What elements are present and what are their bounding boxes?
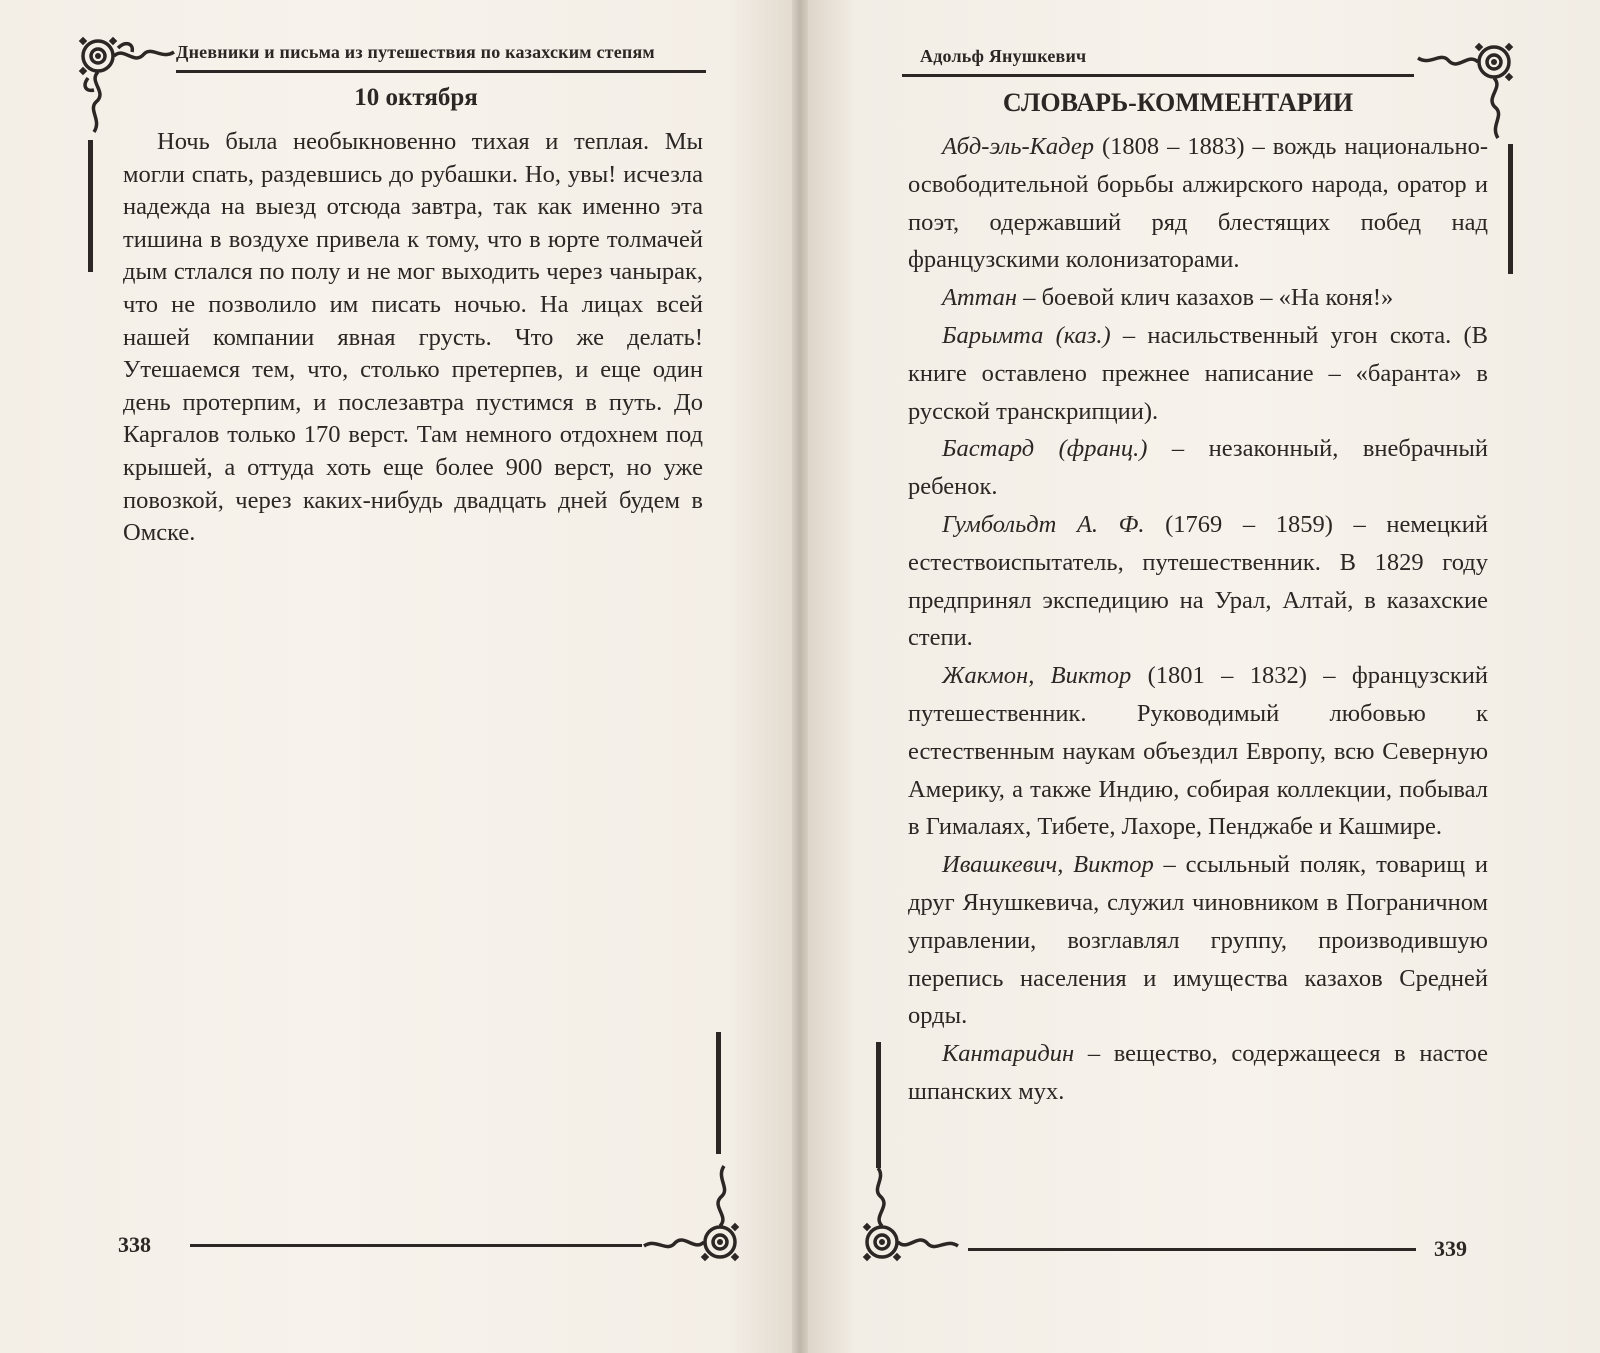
glossary-entry (908, 317, 1488, 430)
glossary-entry (908, 430, 1488, 506)
glossary-term: Кантаридин (942, 1040, 1075, 1068)
glossary-definition: (1769 – 1859) – немецкий естествоиспытатель, путешественник. В 1829 году предпринял экспедицию на Урал, Алтай, в казахские степи. (908, 510, 1488, 652)
running-head: Адольф Янушкевич (920, 46, 1087, 66)
section-heading: СЛОВАРЬ-КОММЕНТАРИИ (1002, 88, 1354, 117)
diary-paragraph: Ночь была необыкновенно тихая и теплая. Мы могли спать, раздевшись до рубашки. Но, увы! исчезла надежда на выезд отсюда завтра, так как именно эта тишина в воздухе привела к тому, что в юрте толмачей дым стлался по полу и не мог выходить через чанырак, что не позволило им писать ночью. На лицах всей нашей компании явная грусть. Что же делать! Утешаемся тем, что, столько претерпев, и еще один день протерпим, и послезавтра пустимся в путь. До Каргалов только 170 верст. Там немного отдохнем под крышей, а оттуда хоть еще более 900 верст, но уже повозкой, через каких-нибудь двадцать дней будем в Омске. (123, 128, 703, 547)
glossary-entry (908, 1035, 1488, 1111)
glossary-definition: – боевой клич казахов – «На коня!» (1017, 284, 1394, 312)
corner-ornament-icon (858, 1168, 968, 1268)
glossary-definition: – ссыльный поляк, товарищ и друг Янушкевича, служил чиновником в Пограничном управлении, возглавлял группу, производившую перепись населения и имущества казахов Средней орды. (908, 851, 1488, 1030)
glossary-term: Абд-эль-Кадер (942, 133, 1094, 160)
header-rule (902, 74, 1414, 77)
glossary-term: Аттан (942, 284, 1018, 312)
glossary-term: Бастард (франц.) (942, 435, 1148, 463)
glossary-entry (908, 657, 1488, 846)
margin-bar (716, 1032, 721, 1154)
glossary-entry (908, 506, 1488, 657)
glossary-definition: – незаконный, внебрачный ребенок. (908, 435, 1488, 501)
glossary-entry (908, 279, 1488, 317)
glossary-entry (908, 846, 1488, 1035)
glossary-definition: – насильственный угон скота. (В книге оставлено прежнее написание – «баранта» в русской транскрипции). (908, 321, 1488, 425)
glossary-definition: (1808 – 1883) – вождь национально-освободительной борьбы алжирского народа, оратор и поэт, одержавший ряд блестящих побед над французскими колонизаторами. (908, 133, 1488, 274)
glossary-list (908, 128, 1488, 1111)
glossary-term: Жакмон, Виктор (942, 662, 1132, 690)
diary-text (123, 126, 703, 550)
header-rule (176, 70, 706, 73)
glossary-term: Барымта (каз.) (942, 321, 1111, 349)
book-gutter (792, 0, 808, 1353)
corner-ornament-icon (640, 1160, 750, 1270)
margin-bar (876, 1042, 881, 1168)
right-page (808, 0, 1600, 1353)
left-page (0, 0, 792, 1353)
glossary-definition: (1801 – 1832) – французский путешественник. Руководимый любовью к естественным наукам объездил Европу, всю Северную Америку, а также Индию, собирая коллекции, побывал в Гималаях, Тибете, Лахоре, Пенджабе и Кашмире. (908, 662, 1488, 841)
running-head: Дневники и письма из путешествия по казахским степям (176, 42, 655, 62)
glossary-definition: – вещество, содержащееся в настое шпанских мух. (908, 1040, 1488, 1105)
glossary-term: Гумбольдт А. Ф. (942, 510, 1145, 538)
margin-bar (88, 140, 93, 272)
margin-bar (1508, 144, 1513, 274)
footer-rule (968, 1248, 1416, 1251)
section-heading: 10 октября (354, 84, 478, 111)
footer-rule (190, 1244, 642, 1247)
glossary-term: Ивашкевич, Виктор (942, 851, 1154, 879)
corner-ornament-icon (74, 30, 184, 140)
glossary-entry (908, 128, 1488, 279)
page-number: 339 (1434, 1236, 1467, 1261)
page-number: 338 (118, 1232, 151, 1257)
